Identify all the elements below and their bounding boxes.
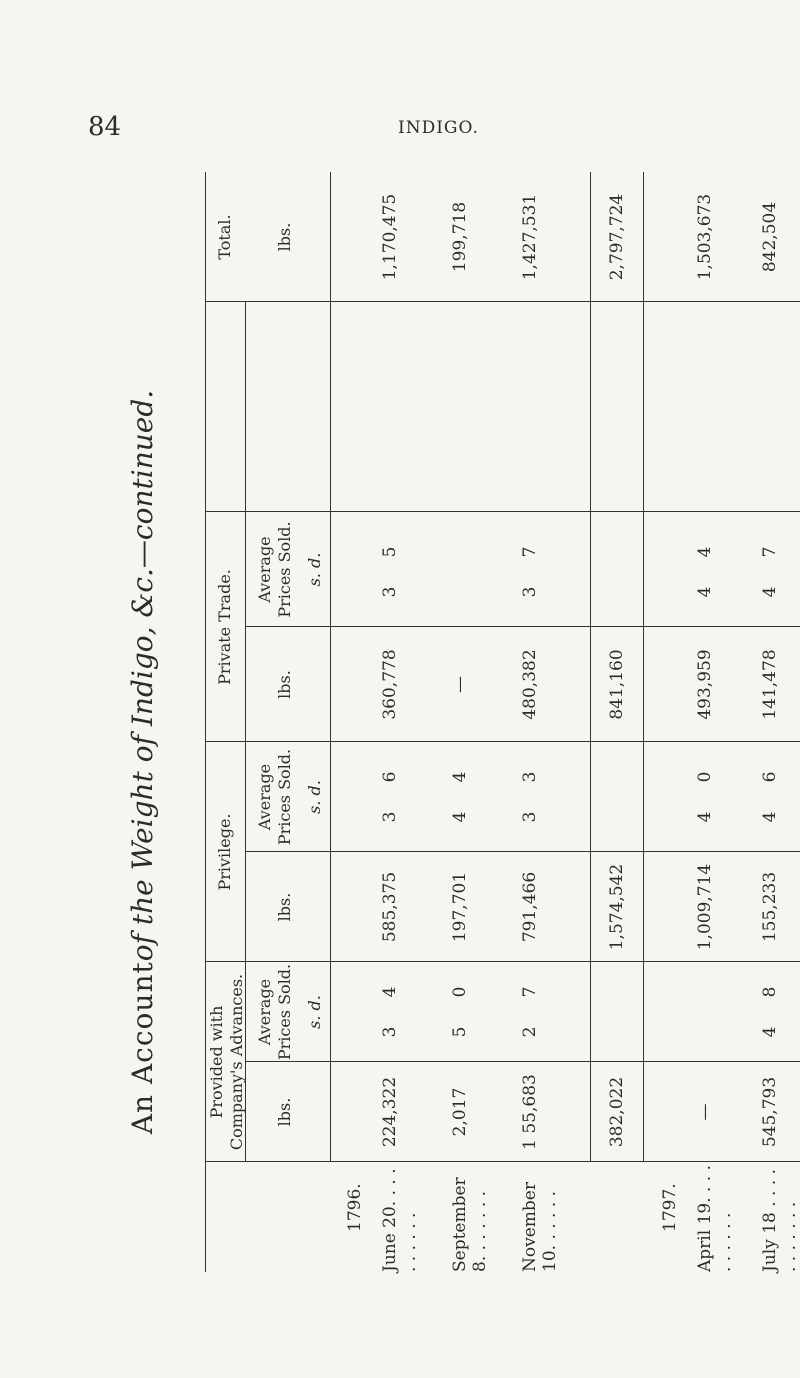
privilege-lbs: 791,466 [520, 871, 540, 943]
provided-lbs: 224,322 [380, 1076, 400, 1148]
privilege-lbs: 585,375 [380, 871, 400, 943]
privilege-sd-header: s. d. [305, 780, 324, 814]
provided-lbs: 2,017 [450, 1087, 470, 1137]
total-lbs-sum: 2,797,724 [607, 193, 627, 281]
private-s: 4 [760, 586, 780, 598]
row-label: June 20. . . . . . . . . . [380, 1168, 420, 1272]
private-s: 4 [695, 586, 715, 598]
header-private: Private Trade. [215, 569, 234, 685]
year-1797: 1797. [660, 1183, 680, 1232]
provided-lbs-header: lbs. [275, 1097, 294, 1127]
row-label: November 10. . . . . . [520, 1182, 560, 1272]
year-1796: 1796. [345, 1183, 365, 1232]
privilege-lbs: 197,701 [450, 871, 470, 943]
row-label: September 8. . . . . . . [450, 1177, 490, 1272]
private-d: 7 [760, 546, 780, 558]
private-lbs: 360,778 [380, 649, 400, 720]
privilege-s: 4 [450, 811, 470, 823]
privilege-lbs-header: lbs. [275, 892, 294, 922]
provided-s: 2 [520, 1026, 540, 1038]
provided-sd-header: s. d. [305, 995, 324, 1029]
private-sd-header: s. d. [305, 552, 324, 587]
privilege-d: 3 [520, 771, 540, 783]
table-title [110, 162, 174, 1362]
private-avg-header: Average Prices Sold. [255, 521, 294, 618]
provided-d: 0 [450, 986, 470, 998]
privilege-d: 0 [695, 771, 715, 783]
privilege-avg-header: Average Prices Sold. [255, 748, 294, 846]
row-label: April 19. . . . . . . . . . [695, 1164, 735, 1272]
provided-avg-header: Average Prices Sold. [255, 963, 294, 1061]
private-lbs-sum: 841,160 [607, 649, 627, 720]
running-head: INDIGO. [398, 118, 479, 138]
privilege-lbs-sum: 1,574,542 [607, 863, 627, 951]
rule-header [330, 172, 331, 1162]
table-title-prefix: An Account [125, 961, 159, 1135]
total-lbs: 1,503,673 [695, 193, 715, 281]
rule-sum-top [590, 172, 591, 1162]
total-lbs-header: lbs. [275, 222, 294, 252]
private-s: 3 [380, 586, 400, 598]
page-number: 84 [88, 112, 122, 142]
provided-d: 8 [760, 986, 780, 998]
row-label: July 18 . . . . . . . . . . . [760, 1168, 800, 1272]
privilege-s: 4 [695, 811, 715, 823]
rule-top [205, 172, 206, 1272]
header-total: Total. [215, 214, 234, 260]
header-privilege: Privilege. [215, 813, 234, 891]
privilege-d: 6 [380, 771, 400, 783]
total-lbs: 1,427,531 [520, 193, 540, 281]
provided-lbs-sum: 382,022 [607, 1076, 627, 1148]
provided-lbs: 545,793 [760, 1076, 780, 1148]
privilege-d: 4 [450, 771, 470, 783]
privilege-lbs: 155,233 [760, 871, 780, 943]
private-lbs: 480,382 [520, 649, 540, 720]
rule-sum-bottom [643, 172, 644, 1162]
privilege-d: 6 [760, 771, 780, 783]
private-d: 4 [695, 546, 715, 558]
provided-lbs: — [695, 1103, 715, 1121]
privilege-s: 3 [520, 811, 540, 823]
private-lbs: 141,478 [760, 649, 780, 720]
privilege-s: 3 [380, 811, 400, 823]
privilege-s: 4 [760, 811, 780, 823]
total-lbs: 842,504 [760, 201, 780, 273]
header-provided: Provided with Company's Advances. [207, 973, 246, 1151]
provided-s: 4 [760, 1026, 780, 1038]
provided-s: 5 [450, 1026, 470, 1038]
total-lbs: 1,170,475 [380, 193, 400, 281]
provided-d: 7 [520, 986, 540, 998]
indigo-table [205, 172, 800, 1272]
privilege-lbs: 1,009,714 [695, 863, 715, 951]
private-lbs: — [450, 676, 470, 693]
private-lbs: 493,959 [695, 649, 715, 720]
total-lbs: 199,718 [450, 201, 470, 273]
provided-lbs: 1 55,683 [520, 1074, 540, 1150]
provided-d: 4 [380, 986, 400, 998]
provided-s: 3 [380, 1026, 400, 1038]
rotated-table [110, 162, 800, 1362]
private-d: 5 [380, 546, 400, 558]
private-lbs-header: lbs. [275, 670, 294, 699]
table-title-rest: of the Weight of Indigo, &c.—continued. [125, 389, 159, 962]
private-s: 3 [520, 586, 540, 598]
private-d: 7 [520, 546, 540, 558]
